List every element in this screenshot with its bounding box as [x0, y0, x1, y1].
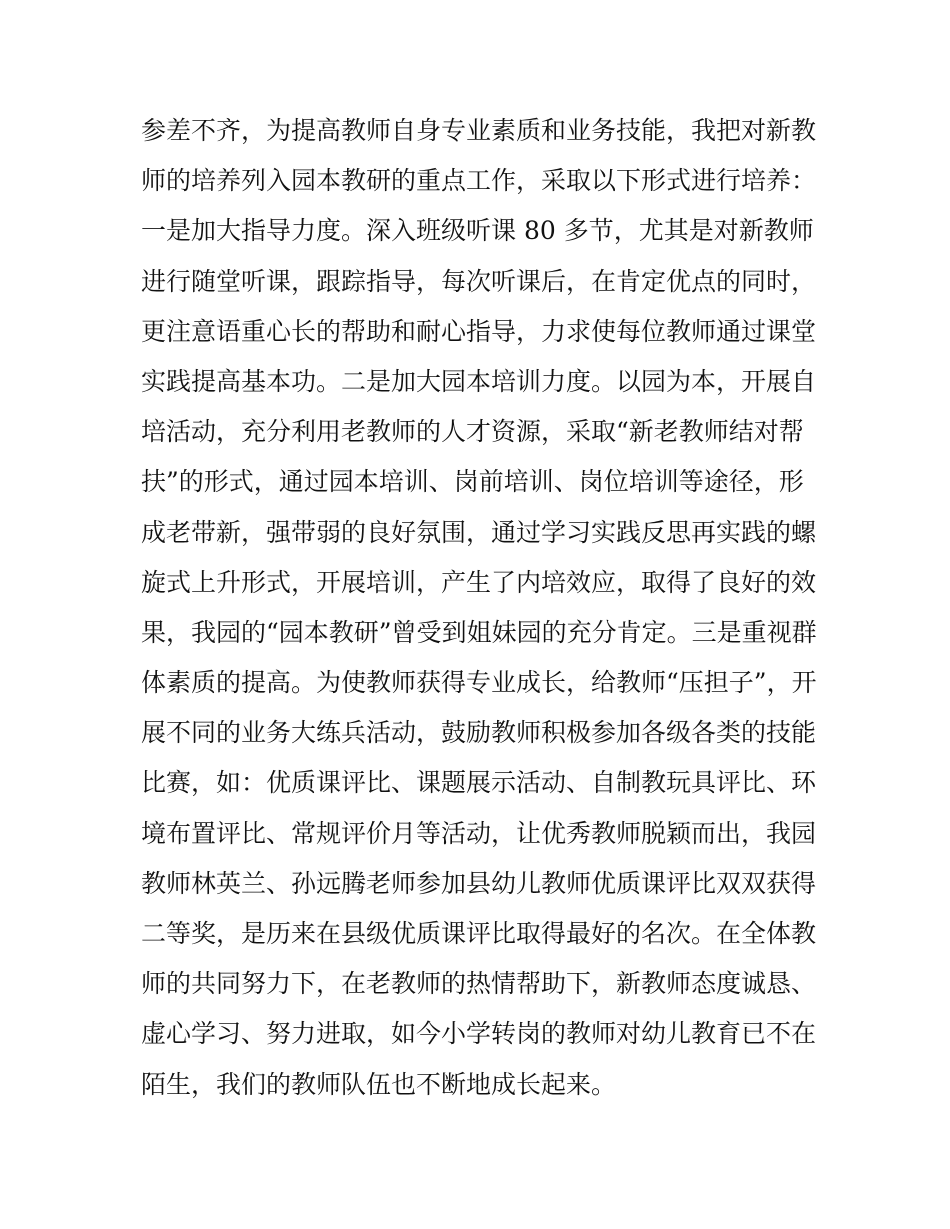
text-line: 参差不齐，为提高教师自身专业素质和业务技能，我把对新教 — [141, 116, 817, 145]
text-line: 教师林英兰、孙远腾老师参加县幼儿教师优质课评比双双获得 — [141, 868, 817, 898]
text-line: 陌生，我们的教师队伍也不断地成长起来。 — [141, 1069, 617, 1099]
text-line: 一是加大指导力度。深入班级听课 80 多节，尤其是对新教师 — [141, 216, 814, 246]
text-line: 体素质的提高。为使教师获得专业成长，给教师“压担子”，开 — [141, 668, 817, 698]
body-paragraph — [141, 106, 821, 1110]
text-line: 成老带新，强带弱的良好氛围，通过学习实践反思再实践的螺 — [141, 517, 817, 547]
text-line: 进行随堂听课，跟踪指导，每次听课后，在肯定优点的同时， — [141, 266, 817, 296]
text-line: 旋式上升形式，开展培训，产生了内培效应，取得了良好的效 — [141, 567, 817, 597]
text-line: 比赛，如：优质课评比、课题展示活动、自制教玩具评比、环 — [141, 768, 817, 798]
text-line: 虚心学习、努力进取，如今小学转岗的教师对幼儿教育已不在 — [141, 1019, 817, 1049]
text-line: 果，我园的“园本教研”曾受到姐妹园的充分肯定。三是重视群 — [141, 617, 817, 647]
text-line: 境布置评比、常规评价月等活动，让优秀教师脱颖而出，我园 — [141, 818, 817, 848]
text-line: 更注意语重心长的帮助和耐心指导，力求使每位教师通过课堂 — [141, 316, 817, 346]
text-line: 实践提高基本功。二是加大园本培训力度。以园为本，开展自 — [141, 366, 817, 396]
text-line: 扶”的形式，通过园本培训、岗前培训、岗位培训等途径，形 — [141, 467, 804, 497]
text-line: 培活动，充分利用老教师的人才资源，采取“新老教师结对帮 — [141, 417, 804, 447]
text-line: 师的共同努力下，在老教师的热情帮助下，新教师态度诚恳、 — [141, 969, 817, 999]
text-line: 师的培养列入园本教研的重点工作，采取以下形式进行培养： — [141, 166, 817, 196]
text-line: 二等奖，是历来在县级优质课评比取得最好的名次。在全体教 — [141, 919, 817, 948]
text-line: 展不同的业务大练兵活动，鼓励教师积极参加各级各类的技能 — [141, 718, 817, 748]
